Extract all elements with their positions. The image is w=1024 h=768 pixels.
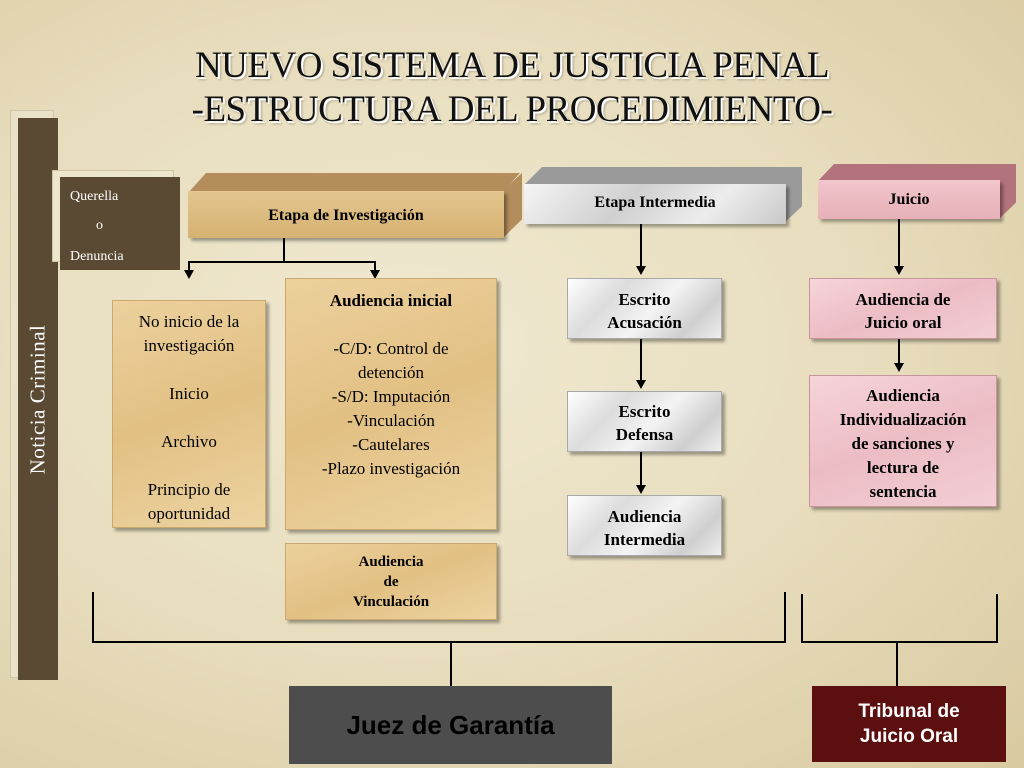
principio-line: oportunidad: [147, 504, 231, 523]
intermedia-banner-top: [524, 167, 802, 185]
connector-intermedia-3: [640, 452, 642, 486]
arrow-head-intermedia-1: [636, 266, 646, 275]
arrow-head-intermedia-2: [636, 380, 646, 389]
investigacion-banner-top: [188, 173, 520, 193]
tribunal-juicio-oral-box: [812, 686, 1006, 762]
vinculacion-line: Vinculación: [352, 594, 430, 610]
audiencia-inicial-item: -S/D: Imputación: [331, 387, 451, 406]
vinculacion-line: Audiencia: [358, 554, 424, 570]
individualizacion-line: sentencia: [869, 482, 937, 501]
no-inicio-line: [113, 406, 265, 430]
juicio-banner-label: Juicio: [888, 191, 930, 208]
querella-box: [60, 177, 180, 270]
audiencia-intermedia-line: Intermedia: [603, 530, 686, 549]
connector-inv-horizontal: [188, 261, 376, 263]
audiencia-inicial-item: -C/D: Control de: [333, 339, 449, 358]
intermedia-banner: [524, 184, 786, 224]
querella-o-label: o: [96, 218, 103, 233]
audiencia-intermedia-line: Audiencia: [607, 507, 682, 526]
bracket-tribunal-right: [996, 594, 998, 643]
individualizacion-line: Audiencia: [866, 386, 940, 405]
audiencia-juicio-oral-line: Audiencia de: [855, 290, 951, 309]
juez-de-garantia-box: [289, 686, 612, 764]
juicio-banner-top: [818, 164, 1016, 181]
bracket-tribunal-stem: [896, 643, 898, 686]
no-inicio-line: [113, 454, 265, 478]
audiencia-juicio-oral-line: Juicio oral: [864, 313, 942, 332]
individualizacion-line: de sanciones y: [851, 434, 955, 453]
arrow-head-juicio-1: [894, 266, 904, 275]
escrito-acusacion-line: Escrito: [618, 290, 671, 309]
escrito-defensa-line: Escrito: [618, 402, 671, 421]
connector-juicio-1: [898, 219, 900, 267]
juicio-banner: [818, 180, 1000, 219]
arrow-head-juicio-2: [894, 363, 904, 372]
audiencia-intermedia-box: [567, 495, 722, 556]
vinculacion-line: de: [383, 574, 399, 590]
inicio-line: Inicio: [169, 384, 209, 403]
investigacion-banner: [188, 191, 504, 238]
escrito-acusacion-box: [567, 278, 722, 339]
title-line-2: -ESTRUCTURA DEL PROCEDIMIENTO-: [191, 89, 833, 130]
audiencia-juicio-oral-box: [809, 278, 997, 339]
audiencia-individualizacion-box: [809, 375, 997, 507]
bracket-tribunal-left: [801, 594, 803, 643]
arrow-head-inv-left: [184, 270, 194, 279]
bracket-tribunal-bottom: [801, 641, 998, 643]
noticia-criminal-label: Noticia Criminal: [25, 324, 50, 474]
arrow-head-intermedia-3: [636, 485, 646, 494]
bracket-juez-bottom: [92, 641, 786, 643]
connector-juicio-2: [898, 339, 900, 364]
audiencia-inicial-item: -Vinculación: [347, 411, 435, 430]
individualizacion-line: Individualización: [839, 410, 967, 429]
audiencia-inicial-item: detención: [357, 363, 425, 382]
no-inicio-line: [113, 358, 265, 382]
audiencia-inicial-item: -Plazo investigación: [321, 459, 461, 478]
no-inicio-box: [112, 300, 266, 528]
no-inicio-line: No inicio de la: [138, 312, 240, 331]
connector-intermedia-1: [640, 224, 642, 267]
querella-label: Querella: [70, 189, 119, 204]
tribunal-line-1: Tribunal de: [858, 701, 960, 722]
audiencia-vinculacion-box: [285, 543, 497, 620]
individualizacion-line: lectura de: [866, 458, 940, 477]
no-inicio-line: investigación: [143, 336, 235, 355]
bracket-juez-left: [92, 592, 94, 643]
bracket-juez-right: [784, 592, 786, 643]
principio-line: Principio de: [147, 480, 231, 499]
connector-inv-vertical: [283, 238, 285, 261]
audiencia-inicial-title: Audiencia inicial: [329, 291, 453, 310]
escrito-defensa-line: Defensa: [615, 425, 674, 444]
investigacion-banner-label: Etapa de Investigación: [268, 207, 424, 224]
archivo-line: Archivo: [161, 432, 217, 451]
escrito-acusacion-line: Acusación: [607, 313, 682, 332]
bracket-juez-stem: [450, 643, 452, 686]
juez-de-garantia-label: Juez de Garantía: [346, 709, 555, 740]
connector-intermedia-2: [640, 339, 642, 381]
denuncia-label: Denuncia: [70, 249, 124, 264]
tribunal-line-2: Juicio Oral: [859, 726, 959, 747]
intermedia-banner-label: Etapa Intermedia: [594, 194, 716, 211]
audiencia-inicial-item: -Cautelares: [352, 435, 430, 454]
audiencia-inicial-box: [285, 278, 497, 530]
title-line-1: NUEVO SISTEMA DE JUSTICIA PENAL: [194, 45, 830, 86]
escrito-defensa-box: [567, 391, 722, 452]
